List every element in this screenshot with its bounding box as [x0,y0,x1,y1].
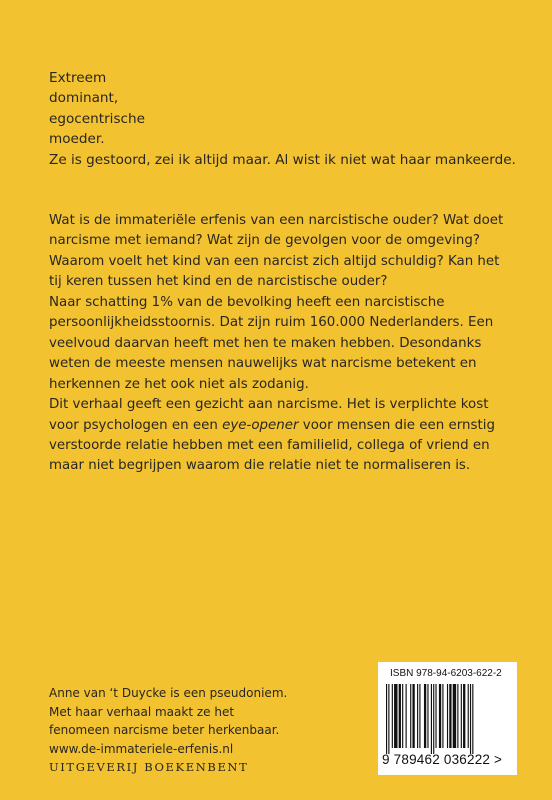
barcode-bar [435,684,436,748]
barcode-bar [406,684,407,748]
barcode-bar [410,684,411,748]
barcode-bar [431,684,432,754]
blurb-line: Naar schatting 1% van de bevolking heeft een narcistische [49,294,445,310]
quote-line: Extreem [49,70,107,86]
blurb-line: tij keren tussen het kind en de narcistische ouder? [49,274,388,290]
barcode-bar [449,684,451,748]
barcode-digits: 9 789462 036222 > [382,752,503,767]
blurb-line: Dit verhaal geeft een gezicht aan narcisme. Het is verplichte kost [49,397,489,413]
barcode-bar [386,684,387,754]
quote-line: moeder. [49,131,105,148]
barcode-bar [412,684,414,748]
barcode-bar [419,684,420,748]
barcode-bar [402,684,403,748]
barcode-bar [447,684,448,748]
isbn-label: ISBN 978-94-6203-622-2 [390,668,502,679]
barcode-icon [386,684,507,754]
blurb-line [49,416,519,436]
barcode-bar [442,684,443,748]
barcode-bar [457,684,458,748]
blurb-line: maar niet begrijpen waarom die relatie niet te normaliseren is. [49,458,471,474]
blurb-emphasis: eye-opener [222,417,299,433]
quote-line: dominant, [49,90,119,107]
barcode-bar [388,684,389,754]
barcode-bar [399,684,401,748]
barcode-bar [453,684,456,748]
barcode-panel [378,662,517,775]
publisher-name: UITGEVERIJ BOEKENBENT [49,760,249,774]
blurb-line: persoonlijkheidsstoornis. Dat zijn ruim 160.000 Nederlanders. Een [49,315,494,331]
barcode-bar [394,684,397,748]
blurb-line: veelvoud daarvan heeft met hen te maken hebben. Desondanks [49,335,482,351]
blurb-line: Waarom voelt het kind van een narcist zich altijd schuldig? Kan het [49,253,500,269]
barcode-bar [461,684,462,748]
barcode-bar [424,684,426,748]
author-note [49,684,287,758]
author-line: Met haar verhaal maakt ze het [49,704,235,719]
blurb-fragment: voor psychologen en een [49,417,223,433]
author-line: fenomeen narcisme beter herkenbaar. [49,723,280,738]
barcode-bar [392,684,393,748]
blurb-fragment: voor mensen die een ernstig [298,417,495,433]
quote-line: egocentrische [49,110,145,127]
barcode-bar [433,684,434,754]
barcode-bar [439,684,441,748]
barcode-bar [463,684,465,748]
blurb-line: weten de meeste mensen nauwelijks wat narcisme betekent en [49,356,477,372]
blurb-line: verstoorde relatie hebben met een familielid, collega of vriend en [49,437,490,453]
quote-line: Ze is gestoord, zei ik altijd maar. Al wist ik niet wat haar mankeerde. [49,151,516,168]
barcode-bar [470,684,471,754]
barcode-bar [417,684,418,748]
blurb-line: Wat is de immateriële erfenis van een narcistische ouder? Wat doet [49,213,504,228]
blurb-text [49,211,519,477]
blurb-line: narcisme met iemand? Wat zijn de gevolgen voor de omgeving? [49,233,480,249]
barcode-bar [468,684,469,748]
author-line: Anne van ‘t Duycke is een pseudoniem. [49,686,288,700]
blurb-line: herkennen ze het ook niet als zodanig. [49,376,309,392]
opening-quote [49,68,516,170]
website-link[interactable]: www.de-immateriele-erfenis.nl [49,741,234,756]
barcode-bar [427,684,428,748]
barcode-bar [472,684,473,754]
